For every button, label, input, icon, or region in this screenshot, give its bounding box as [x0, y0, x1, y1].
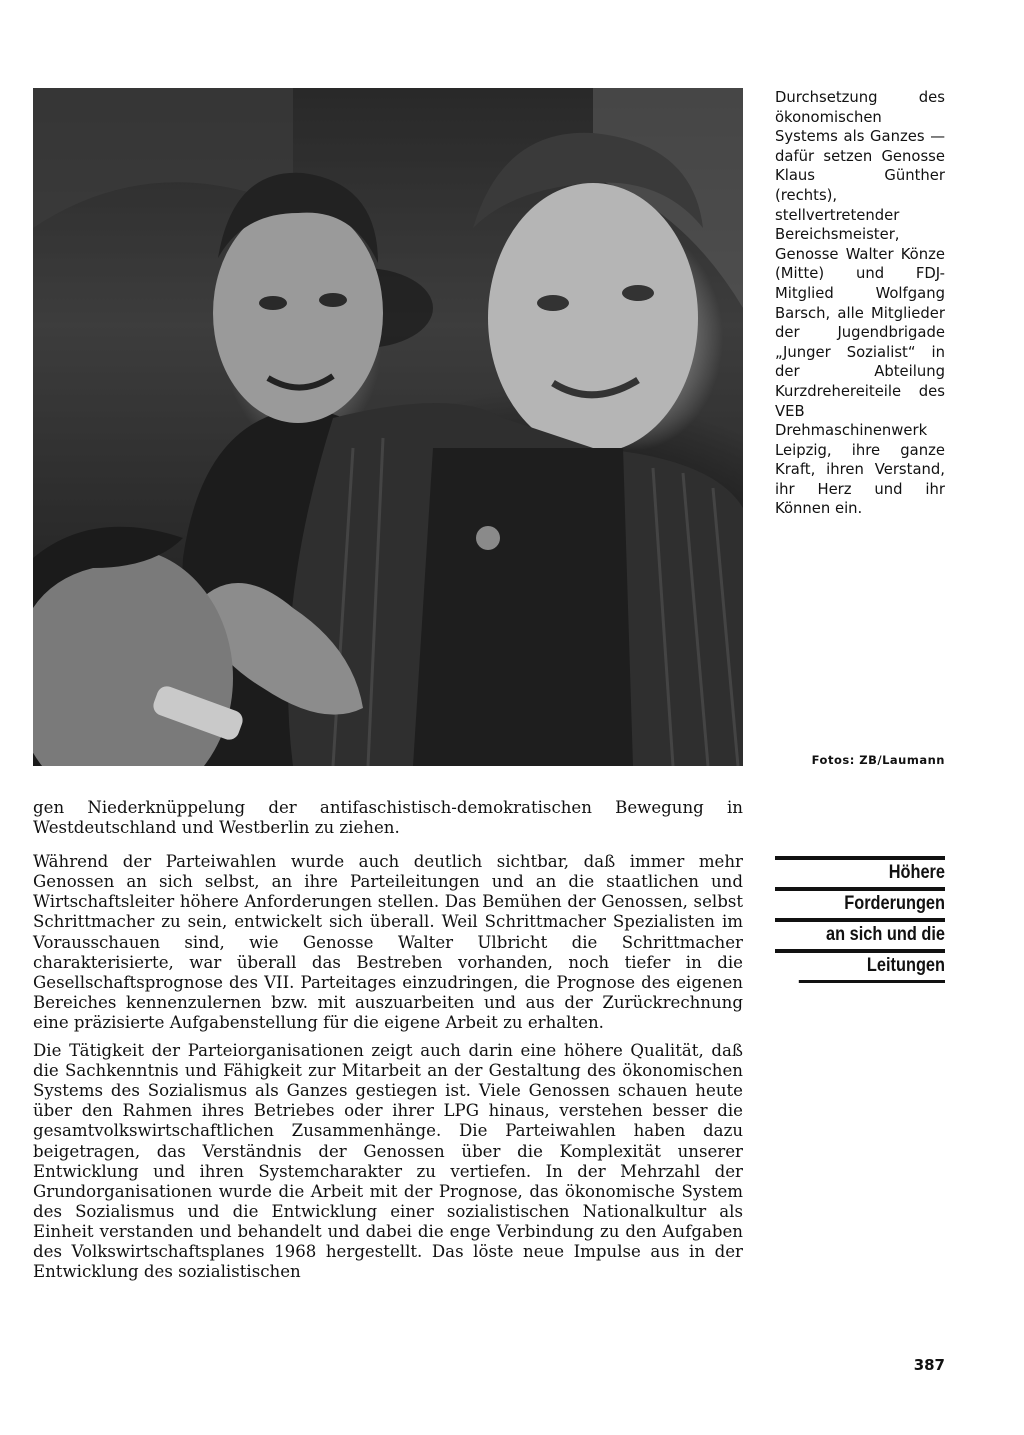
- body-text: [33, 798, 743, 1282]
- side-heading-line: Forderungen: [844, 893, 945, 914]
- photo-caption: Durchsetzung des ökonomischen Systems als Ganzes — dafür setzen Genosse Klaus Günther (rechts), stellvertretender Bereichsmeister, Genosse Walter Könze (Mitte) und FDJ-Mitglied Wolfgang Barsch, alle Mitglieder der Jugendbrigade „Junger Sozialist“ in der Abteilung Kurzdrehereiteile des VEB Drehmaschinenwerk Leipzig, ihre ganze Kraft, ihren Verstand, ihr Herz und ihr Können ein.: [775, 89, 945, 518]
- photo-workers: [33, 88, 743, 766]
- body-paragraph: gen Niederknüppelung der antifaschistisch-demokratischen Bewegung in Westdeutschland und Westberlin zu ziehen.: [33, 798, 743, 838]
- body-paragraph: Die Tätigkeit der Parteiorganisationen zeigt auch darin eine höhere Qualität, daß die Sachkenntnis und Fähigkeit zur Mitarbeit an der Gestaltung des ökonomischen Systems des Sozialismus als Ganzes gestiegen ist. Viele Genossen schauen heute über den Rahmen ihres Betriebes oder ihrer LPG hinaus, verstehen besser die gesamtvolkswirtschaftlichen Zusammenhänge. Die Parteiwahlen haben dazu beigetragen, das Verständnis der Genossen über die Komplexität unserer Entwicklung und ihren Systemcharakter zu vertiefen. In der Mehrzahl der Grundorganisationen wurde die Arbeit mit der Prognose, das ökonomische System des Sozialismus und die Entwicklung einer sozialistischen Nationalkultur als Einheit verstanden und behandelt und dabei die enge Verbindung zu den Aufgaben des Volkswirtschaftsplanes 1968 hergestellt. Das löste neue Impulse aus in der Entwicklung des sozialistischen: [33, 1041, 743, 1282]
- side-heading-line: an sich und die: [826, 924, 945, 945]
- side-heading-line: Leitungen: [799, 953, 945, 983]
- body-paragraph: Während der Parteiwahlen wurde auch deutlich sichtbar, daß immer mehr Genossen an sich selbst, an ihre Parteileitungen und an die staatlichen und Wirtschaftsleiter höhere Anforderungen stellen. Das Bemühen der Genossen, selbst Schrittmacher zu sein, entwickelt sich überall. Weil Schrittmacher Spezialisten im Vorausschauen sind, wie Genosse Walter Ulbricht die Schrittmacher charakterisierte, war überall das Bestreben vorhanden, noch tiefer in die Gesellschaftsprognose des VII. Parteitages einzudringen, die Prognose des eigenen Bereiches kennenzulernen bzw. mit auszuarbeiten und aus der Zurückrechnung eine präzisierte Aufgabenstellung für die eigene Arbeit zu erhalten.: [33, 852, 743, 1032]
- photo-credit: Fotos: ZB/Laumann: [811, 753, 945, 767]
- photo-illustration: [33, 88, 743, 766]
- side-heading: [775, 856, 945, 983]
- page-number: 387: [913, 1356, 945, 1374]
- side-heading-line: Höhere: [888, 862, 945, 883]
